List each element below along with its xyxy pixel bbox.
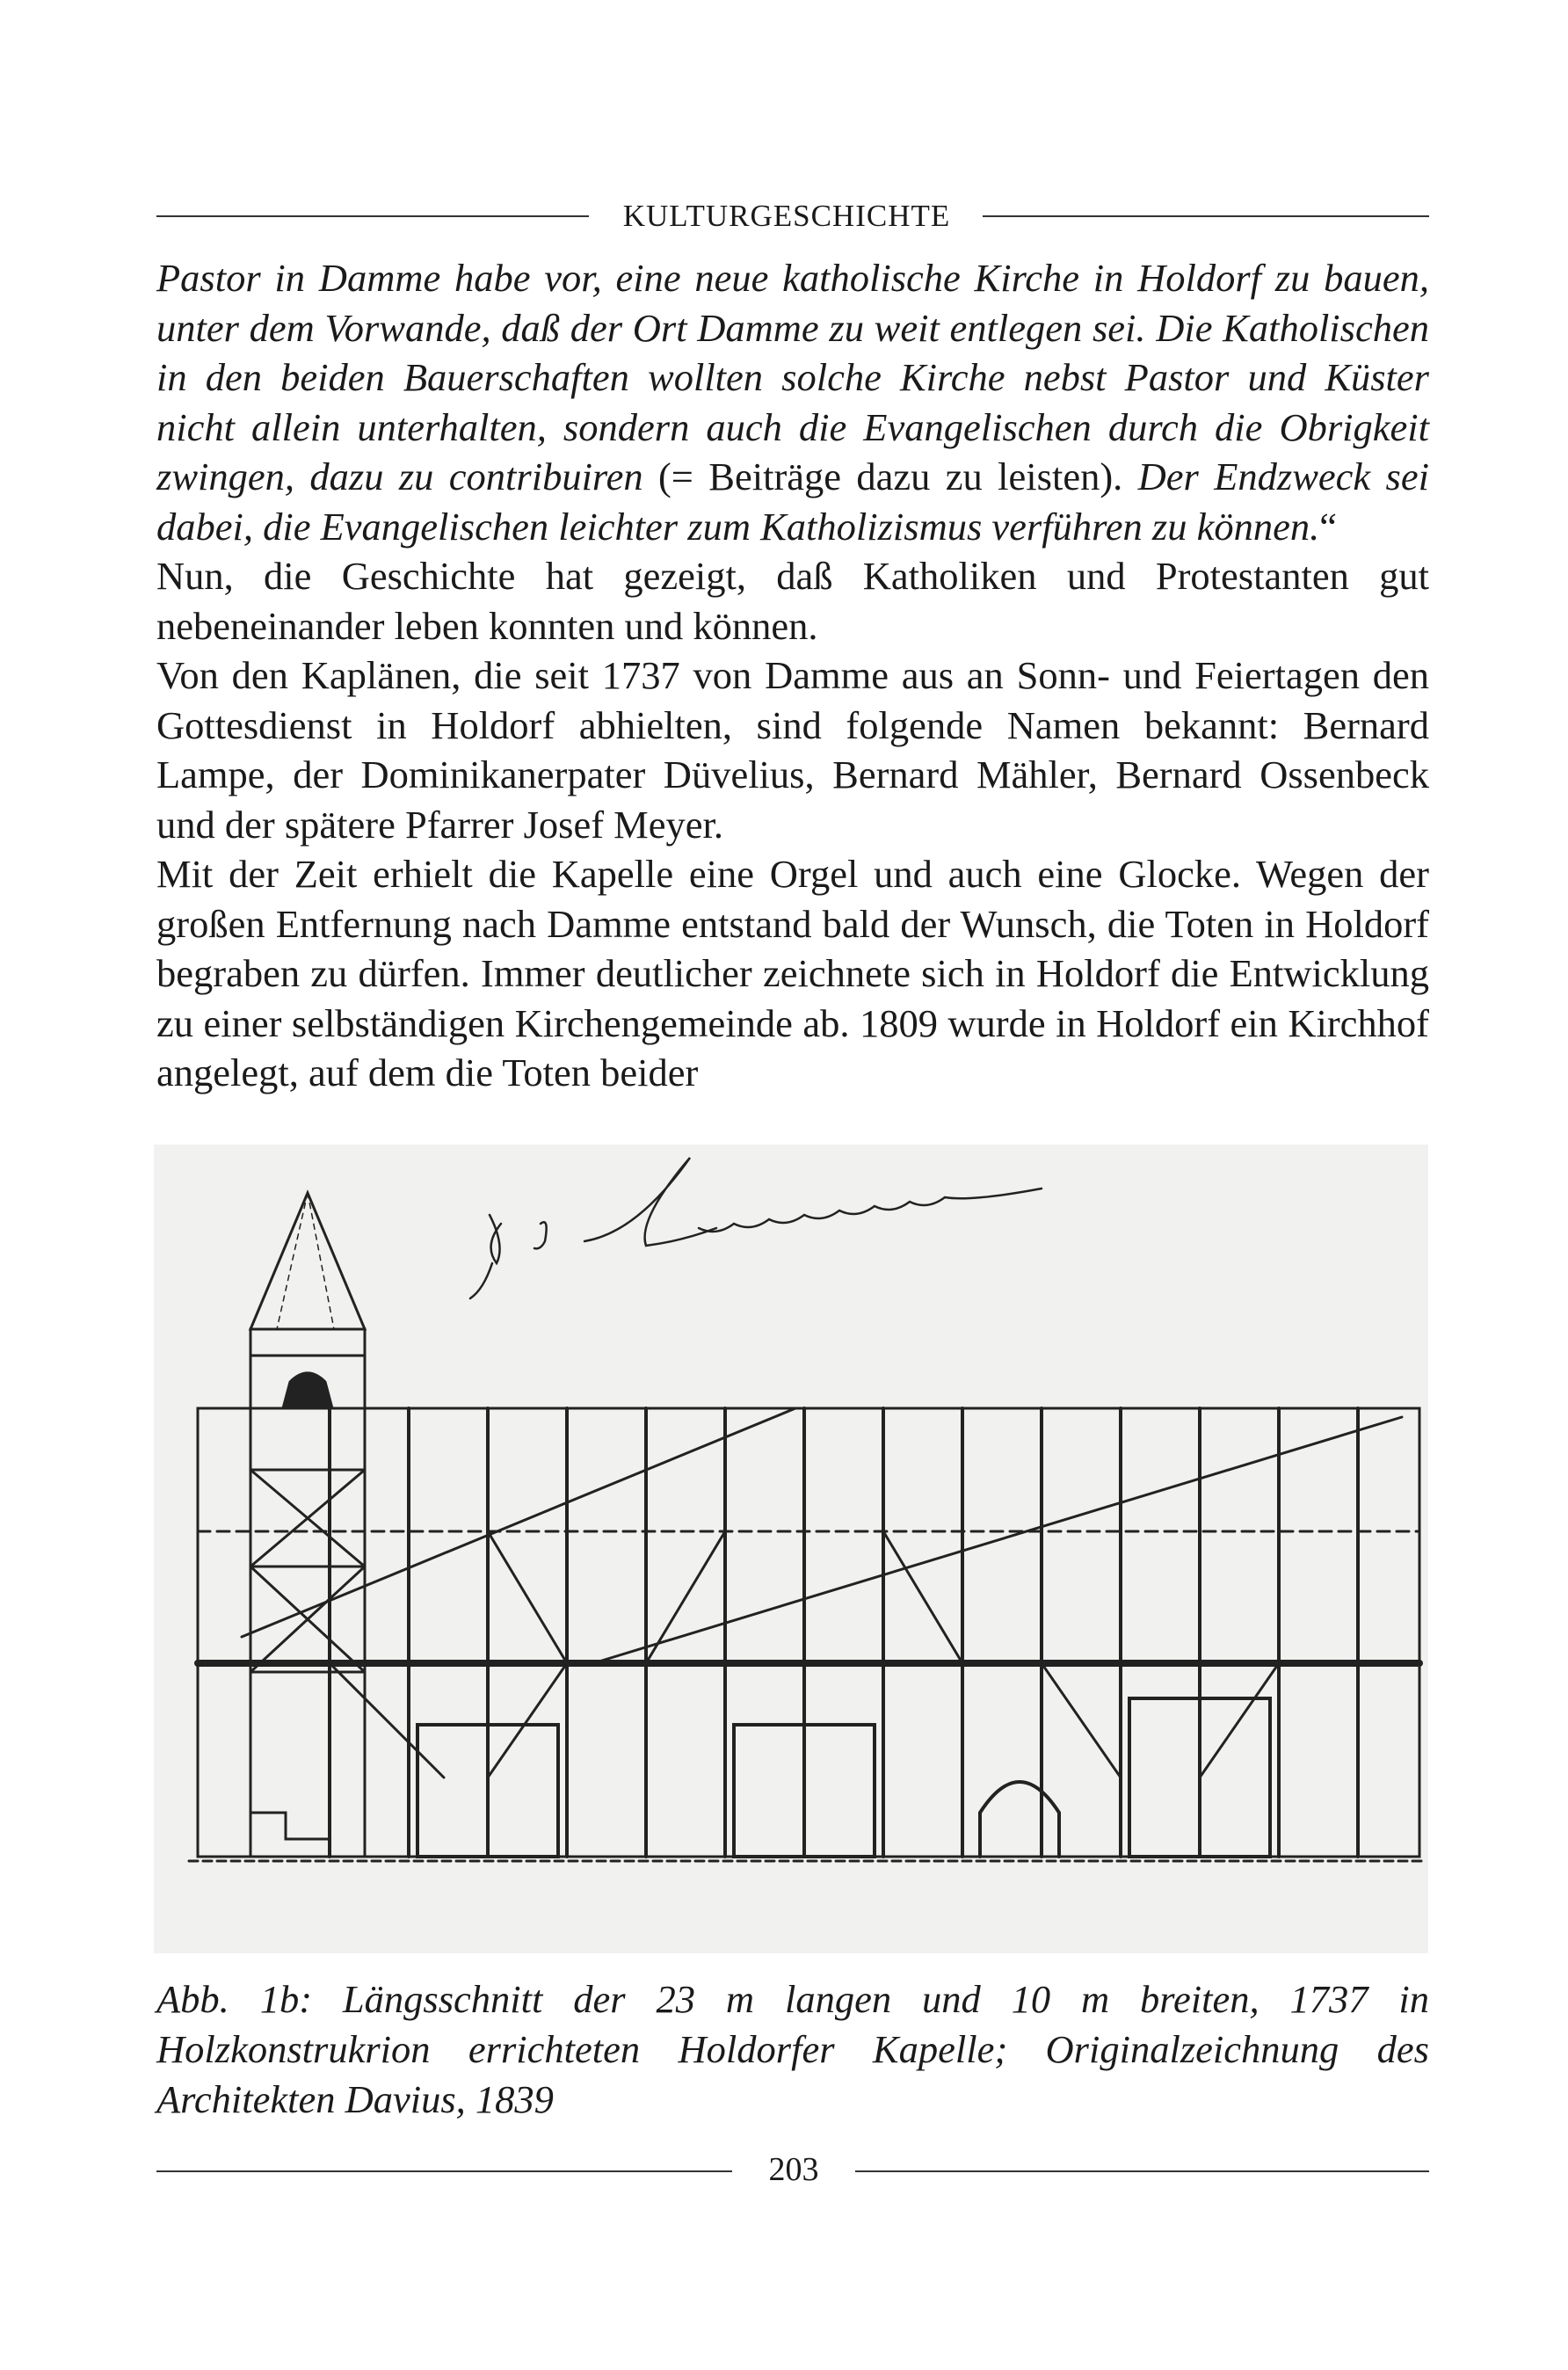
drawing-svg — [154, 1145, 1428, 1953]
paragraph-2: Nun, die Geschichte hat gezeigt, daß Katholiken und Protestanten gut nebeneinander leben konnten und können. — [156, 554, 1429, 648]
page-footer — [156, 2148, 1429, 2192]
running-header — [156, 192, 1429, 241]
paragraph-3: Von den Kaplänen, die seit 1737 von Damme aus an Sonn- und Feiertagen den Gottesdienst in Holdorf abhielten, sind folgende Namen bekannt: Bernard Lampe, der Dominikanerpater Düvelius, Bernard Mähler, Bernard Ossenbeck und der spätere Pfarrer Josef Meyer. — [156, 653, 1429, 847]
handwritten-label — [470, 1158, 1042, 1298]
stairs — [250, 1813, 330, 1857]
chapel-longitudinal-section-drawing — [154, 1145, 1428, 1953]
figure-caption: Abb. 1b: Längsschnitt der 23 m langen und 10 m breiten, 1737 in Holzkonstrukrion errichteten Holdorfer Kapelle; Originalzeichnung des Architekten Davius, 1839 — [156, 1977, 1429, 2121]
bell — [283, 1373, 332, 1408]
header-rule-left — [156, 215, 589, 217]
spire — [250, 1193, 365, 1329]
footer-rule-right — [855, 2170, 1429, 2172]
closing-quote-mark: “ — [1319, 504, 1337, 549]
door-arch — [980, 1782, 1059, 1857]
quote-plain: (= Beiträge dazu zu leisten). — [642, 454, 1138, 498]
paragraph-quote — [156, 253, 1429, 551]
page-number: 203 — [768, 2151, 819, 2188]
header-rule-right — [983, 215, 1429, 217]
paragraph-4: Mit der Zeit erhielt die Kapelle eine Orgel und auch eine Glocke. Wegen der großen Entfernung nach Damme entstand bald der Wunsch, die Toten in Holdorf begraben zu dürfen. Immer deutlicher zeichnete sich in Holdorf die Entwicklung zu einer selbständigen Kirchengemeinde ab. 1809 wurde in Holdorf ein Kirchhof angelegt, auf dem die Toten beider — [156, 852, 1429, 1094]
footer-rule-left — [156, 2170, 732, 2172]
quote-italic-1: Pastor in Damme habe vor, eine neue katholische Kirche in Holdorf zu bauen, unter dem Vorwande, daß der Ort Damme zu weit entlegen sei. Die Katholischen in den beiden Bauerschaften wollten solche Kirche nebst Pastor und Küster nicht allein unterhalten, sondern auch die Evangelischen durch die Obrigkeit zwingen, dazu zu contribuiren — [156, 256, 1429, 498]
quote-italic-2: Der Endzweck sei dabei, die Evangelischen leichter zum Katholizismus verführen zu können. — [156, 454, 1429, 549]
nave-frame — [198, 1408, 1419, 1857]
header-title: KULTURGESCHICHTE — [622, 199, 951, 233]
body-text — [156, 253, 1429, 1098]
